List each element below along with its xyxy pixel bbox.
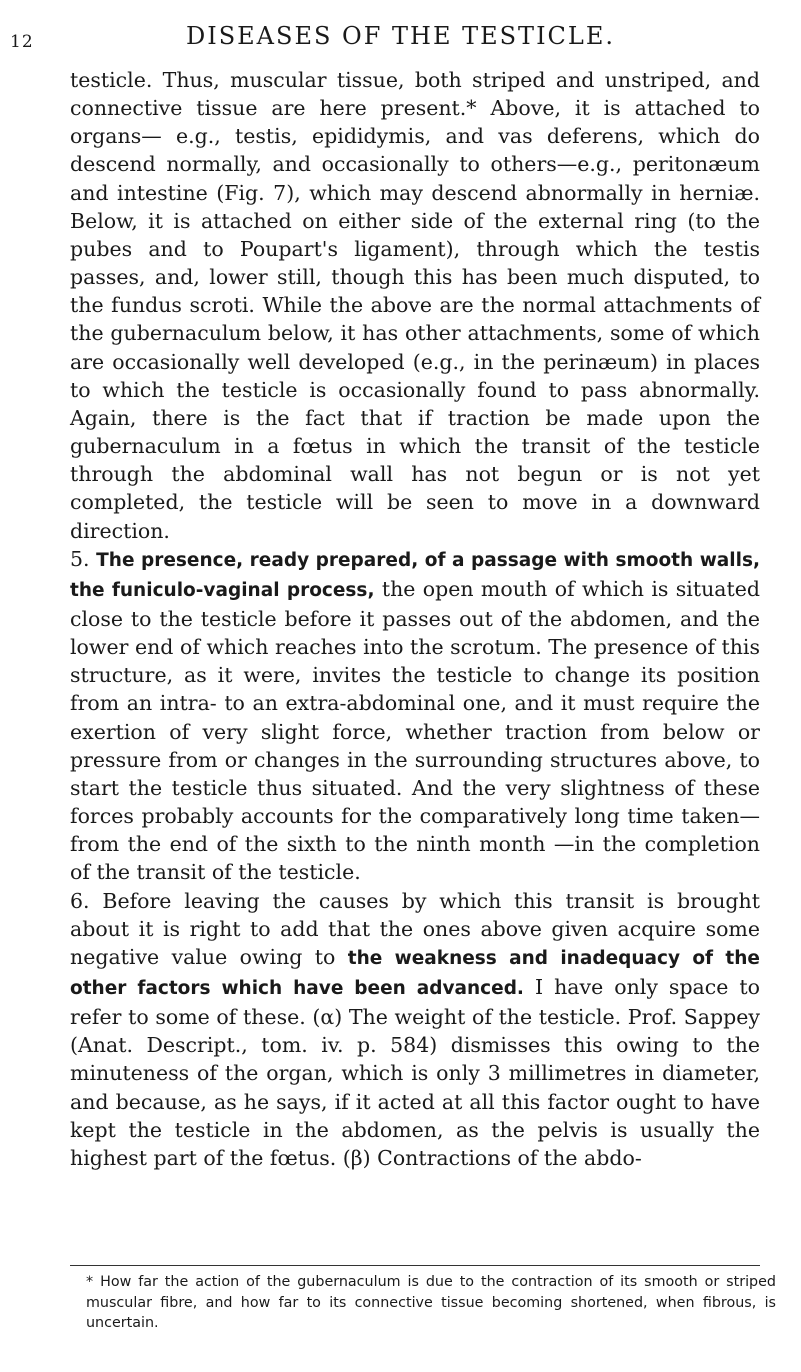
paragraph-5-number: 5. — [70, 546, 90, 571]
paragraph-5 — [70, 545, 760, 887]
page-number: 12 — [10, 32, 34, 52]
paragraph-6-text: I have only space to refer to some of these. (α) The weight of the testicle. Prof. Sappey (Anat. Descript., tom. iv. p. 584) dismisses this owing to the minuteness of the organ, which is only 3 millimetres in diameter, and because, as he says, if it acted at all this factor ought to have kept the testicle in the abdomen, as the pelvis is usually the highest part of the fœtus. (β) Contractions of the abdo- — [70, 975, 760, 1170]
paragraph-1: testicle. Thus, muscular tissue, both striped and unstriped, and connective tissue are here present.* Above, it is attached to organs— e.g., testis, epididymis, and vas deferens, which do descend normally, and occasionally to others—e.g., peritonæum and intestine (Fig. 7), which may descend abnormally in herniæ. Below, it is attached on either side of the external ring (to the pubes and to Poupart's ligament), through which the testis passes, and, lower still, though this has been much disputed, to the fundus scroti. While the above are the normal attachments of the gubernaculum below, it has other attachments, some of which are occasionally well developed (e.g., in the perinæum) in places to which the testicle is occasionally found to pass abnormally. Again, there is the fact that if traction be made upon the gubernaculum in a fœtus in which the transit of the testicle through the abdominal wall has not begun or is not yet completed, the testicle will be seen to move in a downward direction. — [70, 68, 760, 543]
paragraph-5-text: the open mouth of which is situated close to the testicle before it passes out of the abdomen, and the lower end of which reaches into the scrotum. The presence of this structure, as it were, invites the testicle to change its position from an intra- to an extra-abdominal one, and it must require the exertion of very slight force, whether traction from below or pressure from or changes in the surrounding structures above, to start the testicle thus situated. And the very slightness of these forces probably accounts for the comparatively long time taken—from the end of the sixth to the ninth month —in the completion of the transit of the testicle. — [70, 576, 760, 885]
paragraph-5-heading: The presence, ready prepared, of a passage with smooth walls, the funiculo-vaginal process, — [70, 549, 760, 601]
paragraph-6-start: 6. Before leaving the causes by which this transit is brought about it is right to add that the ones above given acquire some negative value owing to — [70, 888, 760, 969]
paragraph-6 — [70, 887, 760, 1173]
page-header — [0, 12, 801, 52]
paragraph-6-emphasis: the weakness and inadequacy of the other factors which have been advanced. — [70, 947, 760, 999]
footnote: * How far the action of the gubernaculum is due to the contraction of its smooth or striped muscular fibre, and how far to its connective tissue becoming shortened, when fibrous, is uncertain. — [86, 1274, 776, 1331]
body-text — [70, 66, 760, 1172]
running-head: DISEASES OF THE TESTICLE. — [186, 22, 615, 50]
footnote-divider — [70, 1265, 760, 1266]
